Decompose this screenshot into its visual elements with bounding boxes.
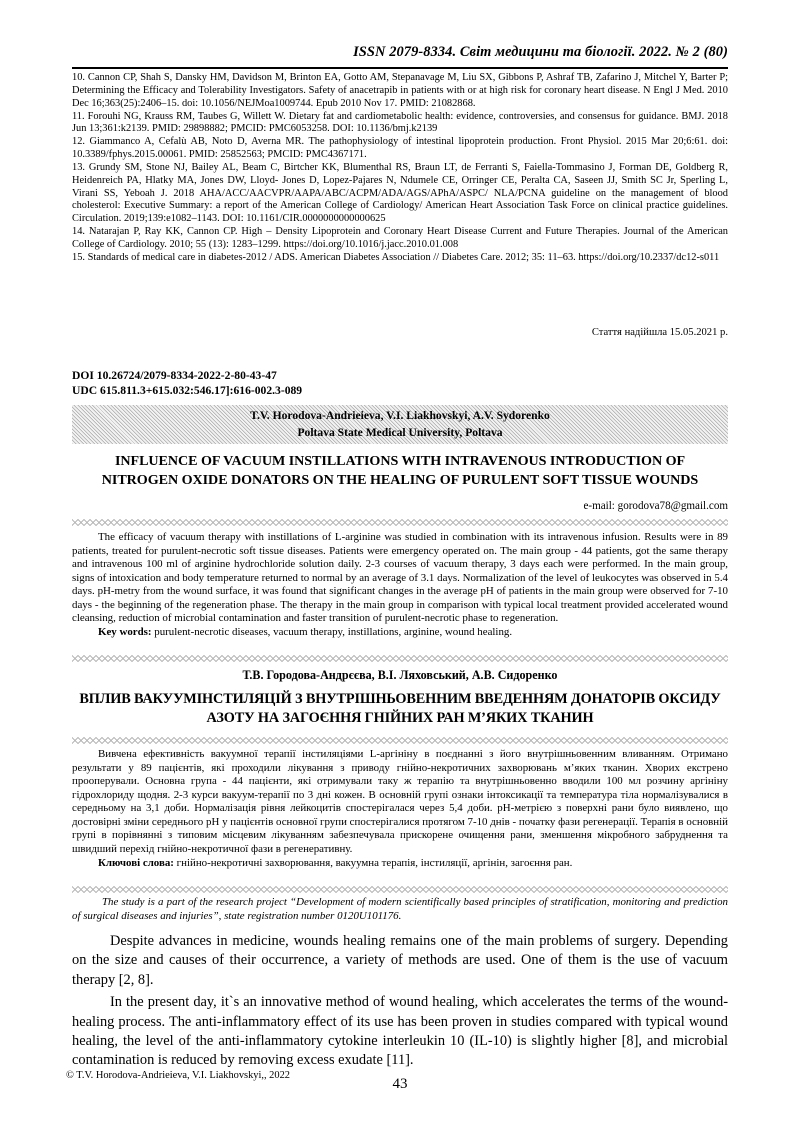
running-head: ISSN 2079-8334. Світ медицини та біології. 2022. № 2 (80) <box>353 44 728 60</box>
funding-note <box>72 896 728 924</box>
page-number: 43 <box>392 1076 408 1092</box>
reference-item: 15. Standards of medical care in diabetes-2012 / ADS. American Diabetes Association // Diabetes Care. 2012; 35: 11–63. https://doi.org/10.2337/dc12-s011 <box>72 251 720 263</box>
author-banner <box>72 405 728 444</box>
abstract-en <box>72 531 728 640</box>
abstract-uk-keywords <box>72 857 728 871</box>
udc-line: UDC 615.811.3+615.032:546.17]:616-002.3-089 <box>72 384 303 398</box>
funding-note-text: The study is a part of the research project “Development of modern scientifically based principles of stratification, monitoring and prediction of surgical diseases and injuries”, state registration number 0120U101176. <box>72 896 728 922</box>
reference-item: 10. Cannon CP, Shah S, Dansky HM, Davidson M, Brinton EA, Gotto AM, Stepanavage M, Liu SX, Gibbons P, Ashraf TB, Zafarino J, Mitchel Y, Barter P; Determining the Efficacy and Tolerability Investigators. Safety of anacetrapib in patients with or at high risk for coronary heart disease. N Engl J Med. 2010 Dec 16;363(25):2406–15. doi: 10.1056/NEJMoa1009744. Epub 2010 Nov 17. PMID: 21082868. <box>72 72 728 109</box>
zigzag-divider-mid <box>72 655 728 662</box>
zigzag-divider-bottom <box>72 886 728 893</box>
body-paragraph: In the present day, it`s an innovative method of wound healing, which accelerates the terms of the wound-healing process. The anti-inflammatory effect of its use has been proven in studies compared with typical wound healing, the level of the anti-inflammatory cytokine interleukin 10 (IL-10) is slightly higher [8], and microbial contamination is reduced by removing excess exudate [11]. <box>72 994 728 1069</box>
keywords-values-en: purulent-necrotic diseases, vacuum therapy, instillations, arginine, wound healing. <box>154 626 513 639</box>
abstract-en-text: The efficacy of vacuum therapy with instillations of L-arginine was studied in combination with its intravenous infusion. Results were in 89 patients, treated for purulent-necrotic soft tissue diseases. Patients were emergency operated on. The main group - 44 patients, got the same therapy and intravenous 100 ml of arginine hydrochloride solution daily. 2-3 courses of vacuum therapy, 3 days each were performed. In the main group, signs of intoxication and body temperature returned to normal by an average of 3.1 days. Normalization of the level of leukocytes was observed in 5.4 days. pH-metry from the wound surface, it was found that significant changes in the average pH of patients in the main group were observed for 7-10 days - the beginning of the regeneration phase. The therapy in the main group in comparison with typical local treatment provided accelerated wound cleansing, reduction of microbial contamination and faster transition of purulent-necrotic phase to regeneration. <box>72 531 728 625</box>
reference-item: 13. Grundy SM, Stone NJ, Bailey AL, Beam C, Birtcher KK, Blumenthal RS, Braun LT, de Ferranti S, Faiella-Tommasino J, Forman DE, Goldberg R, Heidenreich PA, Hlatky MA, Jones DW, Lloyd- Jones D, Lopez-Pajares N, Ndumele CE, Orringer CE, Peralta CA, Saseen JJ, Smith SC Jr, Sperling L, Virani SS, Yeboah J. 2018 AHA/ACC/AACVPR/AAPA/ABC/ACPM/ADA/AGS/APhA/ASPC/ NLA/PCNA guideline on the management of blood cholesterol: Executive Summary: a report of the American College of Cardiology/ American Heart Association Task Force on clinical practice guidelines. Circulation. 2019;139:e1082–1143. DOI: 10.1161/CIR.0000000000000625 <box>72 161 728 225</box>
article-title-en: INFLUENCE OF VACUUM INSTILLATIONS WITH INTRAVENOUS INTRODUCTION OF NITROGEN OXIDE DONATORS ON THE HEALING OF PURULENT SOFT TISSUE WOUNDS <box>101 453 699 488</box>
copyright-line: © T.V. Horodova-Andrieieva, V.I. Liakhovskyi,, 2022 <box>66 1070 290 1081</box>
article-body <box>72 932 728 1074</box>
reference-item: 14. Natarajan P, Ray KK, Cannon CP. High – Density Lipoprotein and Coronary Heart Disease Current and Future Therapies. Journal of the American College of Cardiology. 2010; 55 (13): 1283–1299. https://doi.org/10.1016/j.jacc.2010.01.008 <box>72 226 728 250</box>
keywords-values-uk: гнійно-некротичні захворювання, вакуумна терапія, інстиляції, аргінін, загоєння ран. <box>176 856 573 869</box>
body-paragraph: Despite advances in medicine, wounds healing remains one of the main problems of surgery. Depending on the size and causes of their occurrence, a variety of methods are used. One of them is the use of vacuum therapy [2, 8]. <box>72 933 728 988</box>
zigzag-divider-uk <box>72 737 728 744</box>
received-date: Стаття надійшла 15.05.2021 р. <box>591 327 728 338</box>
keywords-label-uk: Ключові слова: <box>98 856 174 869</box>
contact-email[interactable]: e-mail: gorodova78@gmail.com <box>583 500 728 512</box>
abstract-en-keywords <box>72 626 728 640</box>
references-list <box>72 72 728 265</box>
article-title-uk: ВПЛИВ ВАКУУМІНСТИЛЯЦІЙ З ВНУТРІШНЬОВЕННИМ ВВЕДЕННЯМ ДОНАТОРІВ ОКСИДУ АЗОТУ НА ЗАГОЄННЯ ГНІЙНИХ РАН М’ЯКИХ ТКАНИН <box>79 691 721 726</box>
affiliation-en: Poltava State Medical University, Poltava <box>297 425 503 439</box>
authors-en: T.V. Horodova-Andrieieva, V.I. Liakhovskyi, A.V. Sydorenko <box>250 409 550 423</box>
doi-line: DOI 10.26724/2079-8334-2022-2-80-43-47 <box>72 369 277 382</box>
abstract-uk-text: Вивчена ефективність вакуумної терапії інстиляціями L-аргініну в поєднанні з його внутрішньовенним вливанням. Отримано результати у 89 пацієнтів, які проходили лікування з приводу гнійно-некротичних захворювань м’яких тканин. Хворих екстрено прооперували. Основна група - 44 пацієнти, які отримували таку ж терапію та внутрішньовенно вводили 100 мл розчину аргініну гідрохлориду щодня. 2-3 курси вакуум-терапії по 3 дні кожен. В основній групі ознаки інтоксикації та температура тіла нормалізувалися в середньому на 3,1 доби. Нормалізація рівня лейкоцитів спостерігалася через 5,4 доби. pH-метрією з поверхні рани було виявлено, що достовірні зміни середнього рН у пацієнтів основної групи спостерігалися протягом 7-10 днів - початку фази регенерації. Терапія в основній групі в порівнянні з типовим місцевим лікуванням забезпечувала прискорене очищення рани, зменшення мікробного забруднення та швидший перехід гнійно-некротичної фази в регенеративну. <box>72 748 728 856</box>
authors-uk: Т.В. Городова-Андрєєва, В.І. Ляховський, А.В. Сидоренко <box>242 668 558 682</box>
header-rule <box>72 67 728 69</box>
abstract-uk <box>72 748 728 870</box>
reference-item: 11. Forouhi NG, Krauss RM, Taubes G, Willett W. Dietary fat and cardiometabolic health: evidence, controversies, and consensus for guidance. BMJ. 2018 Jun 13;361:k2139. PMID: 29898882; PMCID: PMC6053258. DOI: 10.1136/bmj.k2139 <box>72 110 728 135</box>
reference-item: 12. Giammanco A, Cefalù AB, Noto D, Averna MR. The pathophysiology of intestinal lipoprotein production. Front Physiol. 2015 Mar 20;6:61. doi: 10.3389/fphys.2015.00061. PMID: 25852563; PMCID: PMC4367171. <box>72 136 728 161</box>
keywords-label-en: Key words: <box>98 626 152 639</box>
zigzag-divider-top <box>72 519 728 526</box>
article-identifiers <box>72 368 728 399</box>
